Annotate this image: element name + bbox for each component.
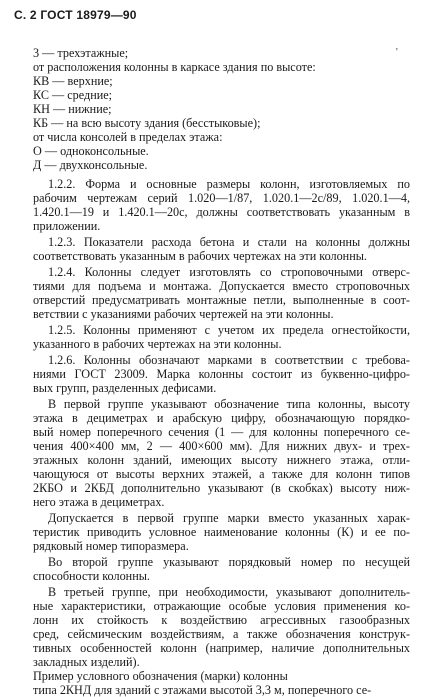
margin-mark: ' (396, 47, 398, 58)
text-line: Д — двухконсольные. (33, 158, 148, 172)
text-line: 1.2.3. Показатели расхода бетона и стали на колонны должны (48, 235, 410, 249)
text-line: 1.420.1—19 и 1.420.1—20с, должны соответствовать указанным в (33, 205, 410, 219)
text-line: приложении. (33, 219, 101, 233)
text-line: тиями для подъема и монтажа. Допускается вместо строповочных (33, 279, 410, 293)
text-line: О — одноконсольные. (33, 144, 149, 158)
text-line: ниями ГОСТ 23009. Марка колонны состоит из буквенно-цифро- (33, 367, 410, 381)
text-line: В третьей группе, при необходимости, указывают дополнитель- (48, 585, 410, 599)
text-line: рабочим чертежам серий 1.020—1/87, 1.020.1—2с/89, 1.020.1—4, (33, 191, 410, 205)
text-line: от расположения колонны в каркасе здания по высоте: (33, 60, 316, 74)
text-line: ветствии с указаниями рабочих чертежей на эти колонны. (33, 307, 334, 321)
text-line: 1.2.6. Колонны обозначают марками в соответствии с требова- (48, 353, 410, 367)
text-line: чения 400×400 мм, 2 — 400×600 мм). Для нижних двух- и трех- (33, 439, 410, 453)
text-line: 1.2.5. Колонны применяют с учетом их предела огнестойкости, (48, 323, 410, 337)
text-line: чающуюся от высоты верхних этажей, а также для колонн типов (33, 467, 410, 481)
text-line: 1.2.4. Колонны следует изготовлять со строповочными отверс- (48, 265, 410, 279)
text-line: ные характеристики, отражающие особые условия применения ко- (33, 599, 410, 613)
text-line: указанного в рабочих чертежах на эти колонны. (33, 337, 282, 351)
text-line: 2КБО и 2КБД дополнительно указывают (в скобках) высоту ниж- (33, 481, 410, 495)
text-line: сред, сейсмическим воздействиям, а также обозначения конструк- (33, 627, 410, 641)
page-header: С. 2 ГОСТ 18979—90 (14, 8, 137, 22)
text-line: 3 — трехэтажные; (33, 46, 129, 60)
text-line: КС — средние; (33, 88, 113, 102)
text-line: лонн их стойкость к воздействию агрессивных газообразных (33, 613, 410, 627)
text-line: вых групп, разделенных дефисами. (33, 381, 217, 395)
text-line: Во второй группе указывают порядковый номер по несущей (48, 555, 410, 569)
text-line: вый номер поперечного сечения (1 — для колонны поперечного се- (33, 425, 410, 439)
text-line: закладных изделий). (33, 655, 140, 669)
text-line: В первой группе указывают обозначение типа колонны, высоту (48, 397, 410, 411)
text-line: КН — нижние; (33, 102, 112, 116)
text-line: теристик приводить условное наименование колонны (К) и ее по- (33, 525, 410, 539)
text-line: КБ — на всю высоту здания (бесстыковые); (33, 116, 261, 130)
text-line: типа 2КНД для зданий с этажами высотой 3,3 м, поперечного се- (33, 683, 372, 697)
text-line: тивных особенностей колонн (например, наличие дополнительных (33, 641, 410, 655)
text-line: от числа консолей в пределах этажа: (33, 130, 223, 144)
text-line: этажных колонн зданий, имеющих высоту нижнего этажа, отли- (33, 453, 410, 467)
text-line: отверстий предусматривать монтажные петли, выполненные в соот- (33, 293, 410, 307)
text-line: него этажа в дециметрах. (33, 495, 165, 509)
text-line: этажа в дециметрах и арабскую цифру, обозначающую порядко- (33, 411, 410, 425)
text-line: Пример условного обозначения (марки) колонны (33, 669, 288, 683)
text-line: рядковый номер типоразмера. (33, 539, 189, 553)
text-line: Допускается в первой группе марки вместо указанных харак- (48, 511, 410, 525)
text-line: 1.2.2. Форма и основные размеры колонн, изготовляемых по (48, 177, 410, 191)
text-line: КВ — верхние; (33, 74, 113, 88)
text-line: соответствовать указанным в рабочих чертежах на эти колонны. (33, 249, 367, 263)
text-line: способности колонны. (33, 569, 150, 583)
